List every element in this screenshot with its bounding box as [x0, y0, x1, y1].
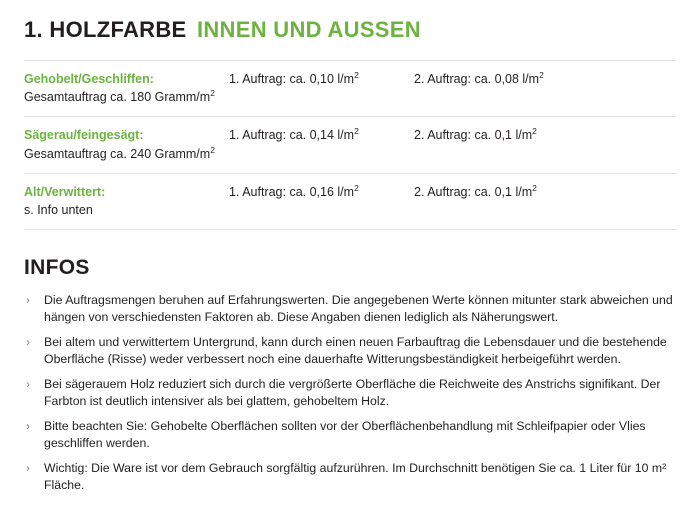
unit-superscript: 2 — [532, 182, 537, 193]
chevron-right-icon: › — [26, 460, 30, 475]
surface-label: Alt/Verwittert: — [24, 184, 106, 199]
consumption-table — [24, 60, 676, 230]
unit-superscript: 2 — [354, 182, 359, 193]
unit-superscript: 2 — [354, 126, 359, 137]
chevron-right-icon: › — [26, 376, 30, 391]
page-title-accent: INNEN UND AUSSEN — [196, 17, 421, 42]
table-cell-coat1: 1. Auftrag: ca. 0,10 $l/m^2$ — [229, 70, 359, 87]
unit-superscript: 2 — [210, 88, 215, 99]
table-cell-surface — [24, 61, 229, 117]
unit-superscript: 2 — [210, 144, 215, 155]
chevron-right-icon: › — [26, 418, 30, 433]
infos-list — [24, 292, 676, 495]
surface-label: Sägerau/feingesägt: — [24, 128, 144, 143]
table-cell-coat2: 2. Auftrag: ca. 0,08 $l/m^2$ — [414, 70, 544, 87]
table-row — [24, 173, 676, 229]
page-title-main: HOLZFARBE — [49, 17, 187, 42]
list-item-text: Bitte beachten Sie: Gehobelte Oberflächen sollten vor der Oberflächenbehandlung mit Schleifpapier oder Vlies geschliffen werden. — [44, 418, 646, 451]
chevron-right-icon: › — [26, 334, 30, 349]
table-cell-surface — [24, 117, 229, 173]
chevron-right-icon: › — [26, 292, 30, 307]
list-item — [24, 292, 676, 327]
unit-superscript: 2 — [532, 126, 537, 137]
infos-heading: INFOS — [24, 255, 90, 279]
page-title-number: 1. — [24, 17, 43, 42]
table-cell-coat2: 2. Auftrag: ca. 0,1 $l/m^2$ — [414, 126, 537, 143]
table-cell-surface — [24, 173, 229, 229]
table-row — [24, 61, 676, 117]
surface-label: Gehobelt/Geschliffen: — [24, 72, 154, 87]
table-cell-coat1: 1. Auftrag: ca. 0,14 $l/m^2$ — [229, 126, 359, 143]
surface-total: s. Info unten — [24, 202, 93, 217]
unit-superscript: 2 — [354, 70, 359, 81]
list-item-text: Die Auftragsmengen beruhen auf Erfahrungswerten. Die angegebenen Werte können mitunter stark abweichen und hängen von verschiedensten Faktoren ab. Diese Angaben dienen lediglich als Näherungswert. — [44, 292, 673, 325]
list-item-text: Bei altem und verwittertem Untergrund, kann durch einen neuen Farbauftrag die Lebensdauer und die bestehende Oberfläche (Risse) weder verbessert noch eine dauerhafte Witterungsbeständigkeit herbeigeführt werden. — [44, 334, 667, 367]
list-item — [24, 460, 676, 495]
list-item — [24, 418, 676, 453]
table-cell-coat1: 1. Auftrag: ca. 0,16 $l/m^2$ — [229, 182, 359, 199]
list-item-text: Bei sägerauem Holz reduziert sich durch die vergrößerte Oberfläche die Reichweite des Anstrichs signifikant. Der Farbton ist deutlich intensiver als bei glattem, gehobeltem Holz. — [44, 376, 661, 409]
surface-total: Gesamtauftrag ca. 240 Gramm/$m^2$ — [24, 144, 215, 161]
surface-total: Gesamtauftrag ca. 180 Gramm/$m^2$ — [24, 88, 215, 105]
table-row — [24, 117, 676, 173]
page-title — [24, 18, 676, 42]
list-item-text: Wichtig: Die Ware ist vor dem Gebrauch sorgfältig aufzurühren. Im Durchschnitt benötigen Sie ca. 1 Liter für 10 m² Fläche. — [44, 460, 667, 493]
table-cell-coat2: 2. Auftrag: ca. 0,1 $l/m^2$ — [414, 182, 537, 199]
list-item — [24, 376, 676, 411]
unit-superscript: 2 — [539, 70, 544, 81]
list-item — [24, 334, 676, 369]
